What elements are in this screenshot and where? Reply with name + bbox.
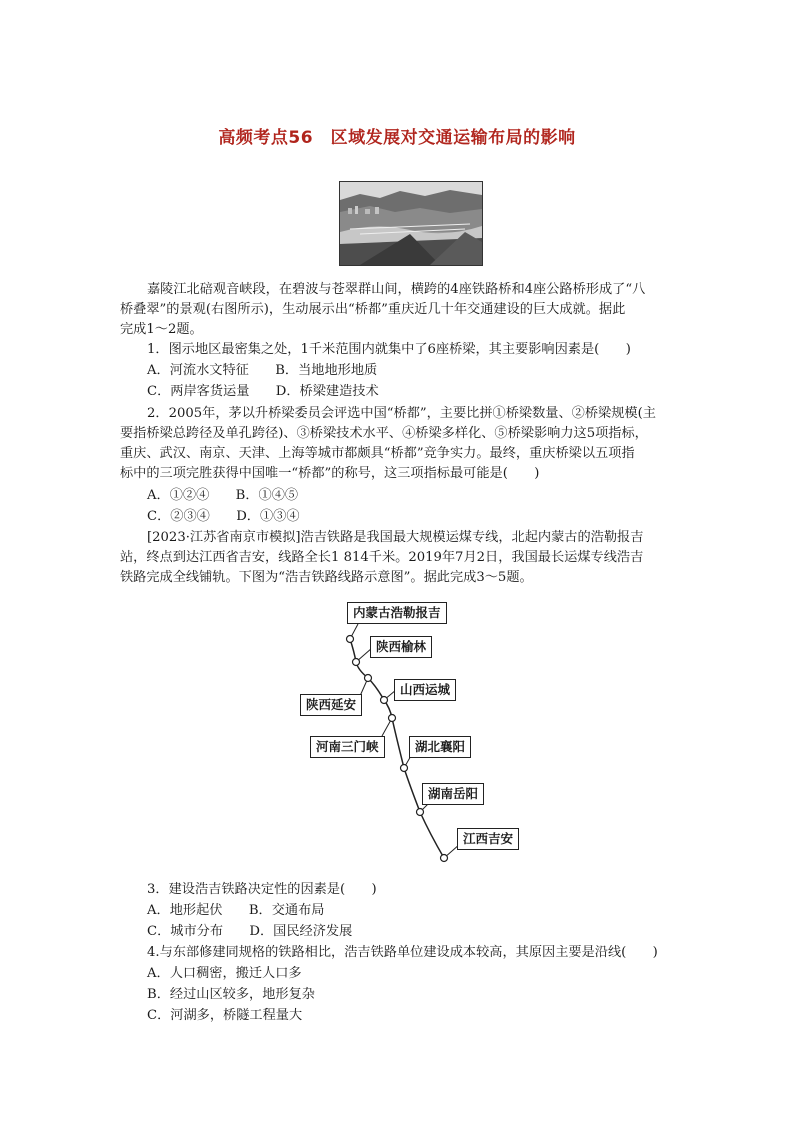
station-label-haolebaoji: 内蒙古浩勒报吉 bbox=[347, 602, 447, 624]
station-label-jian: 江西吉安 bbox=[457, 828, 519, 850]
passage-1-line-2: 桥叠翠”的景观(右图所示)，生动展示出“桥都”重庆近几十年交通建设的巨大成就。据此 bbox=[120, 302, 626, 317]
question-2-line-2: 要指桥梁总跨径及单孔跨径)、③桥梁技术水平、④桥梁多样化、⑤桥梁影响力这5项指标， bbox=[120, 426, 648, 441]
page-title: 高频考点56 区域发展对交通运输布局的影响 bbox=[218, 128, 576, 148]
question-2-line-4: 标中的三项完胜获得中国唯一“桥都”的称号，这三项指标最可能是( ) bbox=[120, 466, 540, 481]
question-2-options-ab: A．①②④ B．①④⑤ bbox=[147, 488, 299, 503]
question-3-options-ab: A．地形起伏 B．交通布局 bbox=[147, 903, 325, 918]
question-3-stem: 3．建设浩吉铁路决定性的因素是( ) bbox=[147, 882, 377, 897]
station-dot-yueyang bbox=[417, 809, 424, 816]
station-label-yuncheng: 山西运城 bbox=[394, 679, 456, 701]
question-2-line-1: 2．2005年，茅以升桥梁委员会评选中国“桥都”，主要比拼①桥梁数量、②桥梁规模(主 bbox=[147, 406, 656, 421]
question-4-option-c: C．河湖多，桥隧工程量大 bbox=[147, 1008, 303, 1023]
passage-2-line-2: 站，终点到达江西省吉安，线路全长1 814千米。2019年7月2日，我国最长运煤专线浩吉 bbox=[120, 550, 644, 565]
passage-1-line-1: 嘉陵江北碚观音峡段，在碧波与苍翠群山间，横跨的4座铁路桥和4座公路桥形成了“八 bbox=[147, 282, 646, 297]
question-2-line-3: 重庆、武汉、南京、天津、上海等城市都颇具“桥都”竞争实力。最终，重庆桥梁以五项指 bbox=[120, 446, 635, 461]
question-3-options-cd: C．城市分布 D．国民经济发展 bbox=[147, 924, 353, 939]
station-label-yueyang: 湖南岳阳 bbox=[422, 783, 484, 805]
station-label-yulin: 陕西榆林 bbox=[370, 636, 432, 658]
station-dot-xiangyang bbox=[401, 765, 408, 772]
question-1-options-ab: A．河流水文特征 B．当地地形地质 bbox=[147, 363, 378, 378]
station-label-sanmenxia: 河南三门峡 bbox=[310, 736, 385, 758]
passage-2-line-3: 铁路完成全线铺轨。下图为“浩吉铁路线路示意图”。据此完成3～5题。 bbox=[120, 570, 533, 585]
question-4-stem: 4.与东部修建同规格的铁路相比，浩吉铁路单位建设成本较高，其原因主要是沿线( ) bbox=[147, 945, 658, 960]
station-dot-haolebaoji bbox=[347, 636, 354, 643]
passage-1-line-3: 完成1～2题。 bbox=[120, 322, 203, 337]
question-1-options-cd: C．两岸客货运量 D．桥梁建造技术 bbox=[147, 384, 379, 399]
question-4-option-a: A．人口稠密，搬迁人口多 bbox=[147, 966, 302, 981]
passage-2-line-1: [2023·江苏省南京市模拟]浩吉铁路是我国最大规模运煤专线，北起内蒙古的浩勒报吉 bbox=[147, 530, 644, 545]
station-label-yanan: 陕西延安 bbox=[300, 694, 362, 716]
station-dot-yulin bbox=[353, 659, 360, 666]
station-dot-yanan bbox=[365, 675, 372, 682]
question-4-option-b: B．经过山区较多，地形复杂 bbox=[147, 987, 315, 1002]
question-1-stem: 1．图示地区最密集之处，1千米范围内就集中了6座桥梁，其主要影响因素是( ) bbox=[147, 342, 631, 357]
station-dot-jian bbox=[441, 855, 448, 862]
station-dot-sanmenxia bbox=[389, 715, 396, 722]
question-2-options-cd: C．②③④ D．①③④ bbox=[147, 509, 300, 524]
station-label-xiangyang: 湖北襄阳 bbox=[409, 736, 471, 758]
bridge-landscape-photo bbox=[339, 181, 483, 266]
station-dot-yuncheng bbox=[381, 697, 388, 704]
